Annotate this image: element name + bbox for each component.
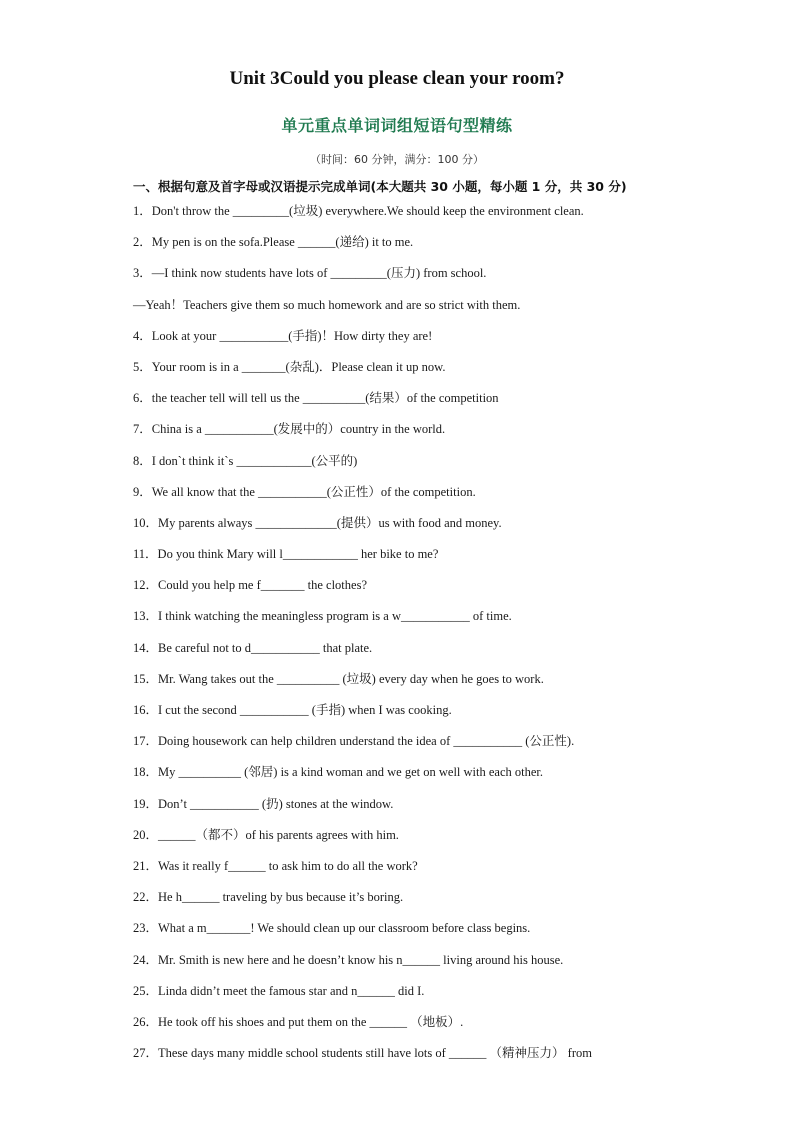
page-subtitle: 单元重点单词词组短语句型精练 — [281, 116, 513, 135]
question-item: 1．Don't throw the _________(垃圾) everywhere.We should keep the environment clean. — [133, 204, 584, 218]
page-title: Unit 3Could you please clean your room? — [229, 68, 565, 89]
question-list — [133, 200, 673, 1073]
question-item: 8．I don`t think it`s ____________(公平的) — [133, 453, 358, 468]
question-item: 20．______（都不）of his parents agrees with him. — [133, 827, 399, 842]
question-item: 4．Look at your ___________(手指)！How dirty they are! — [133, 328, 433, 343]
question-item: 7．China is a ___________(发展中的）country in the world. — [133, 422, 446, 437]
question-item: 17．Doing housework can help children understand the idea of ___________ (公正性). — [133, 734, 575, 749]
question-item: 13．I think watching the meaningless program is a w___________ of time. — [133, 609, 512, 624]
question-item: 11．Do you think Mary will l____________ her bike to me? — [133, 547, 439, 562]
question-item: 22．He h______ traveling by bus because it’s boring. — [133, 890, 404, 905]
question-item: 14．Be careful not to d___________ that plate. — [133, 640, 373, 655]
question-item: 6．the teacher tell will tell us the __________(结果）of the competition — [133, 391, 499, 406]
question-item: 19．Don’t ___________ (扔) stones at the window. — [133, 796, 394, 811]
question-item: 21．Was it really f______ to ask him to do all the work? — [133, 858, 418, 873]
question-item: 25．Linda didn’t meet the famous star and n______ did I. — [133, 983, 425, 998]
question-item: 16．I cut the second ___________ (手指) when I was cooking. — [133, 703, 452, 717]
question-item: 5．Your room is in a _______(杂乱)．Please clean it up now. — [133, 359, 446, 374]
question-item: 24．Mr. Smith is new here and he doesn’t know his n______ living around his house. — [133, 952, 564, 967]
question-item: 26．He took off his shoes and put them on the ______ （地板）. — [133, 1014, 464, 1029]
question-item: 3．—I think now students have lots of _________(压力) from school. — [133, 266, 487, 281]
question-item: 15．Mr. Wang takes out the __________ (垃圾) every day when he goes to work. — [133, 671, 544, 686]
section-heading: 一、根据句意及首字母或汉语提示完成单词(本大题共 30 小题，每小题 1 分，共 30 分) — [133, 179, 627, 194]
question-item: 18．My __________ (邻居) is a kind woman and we get on well with each other. — [133, 765, 543, 780]
question-item: 23．What a m_______! We should clean up our classroom before class begins. — [133, 921, 531, 936]
question-item: 2．My pen is on the sofa.Please ______(递给) it to me. — [133, 235, 414, 250]
question-item: 27．These days many middle school students still have lots of ______ （精神压力） from — [133, 1046, 592, 1061]
question-item: 9．We all know that the ___________(公正性）of the competition. — [133, 484, 476, 499]
question-item: 12．Could you help me f_______ the clothes? — [133, 578, 367, 593]
question-item: —Yeah！Teachers give them so much homework and are so strict with them. — [133, 297, 521, 312]
exam-time-score: （时间：60 分钟，满分：100 分） — [310, 153, 484, 166]
question-item: 10．My parents always _____________(提供）us with food and money. — [133, 515, 502, 530]
